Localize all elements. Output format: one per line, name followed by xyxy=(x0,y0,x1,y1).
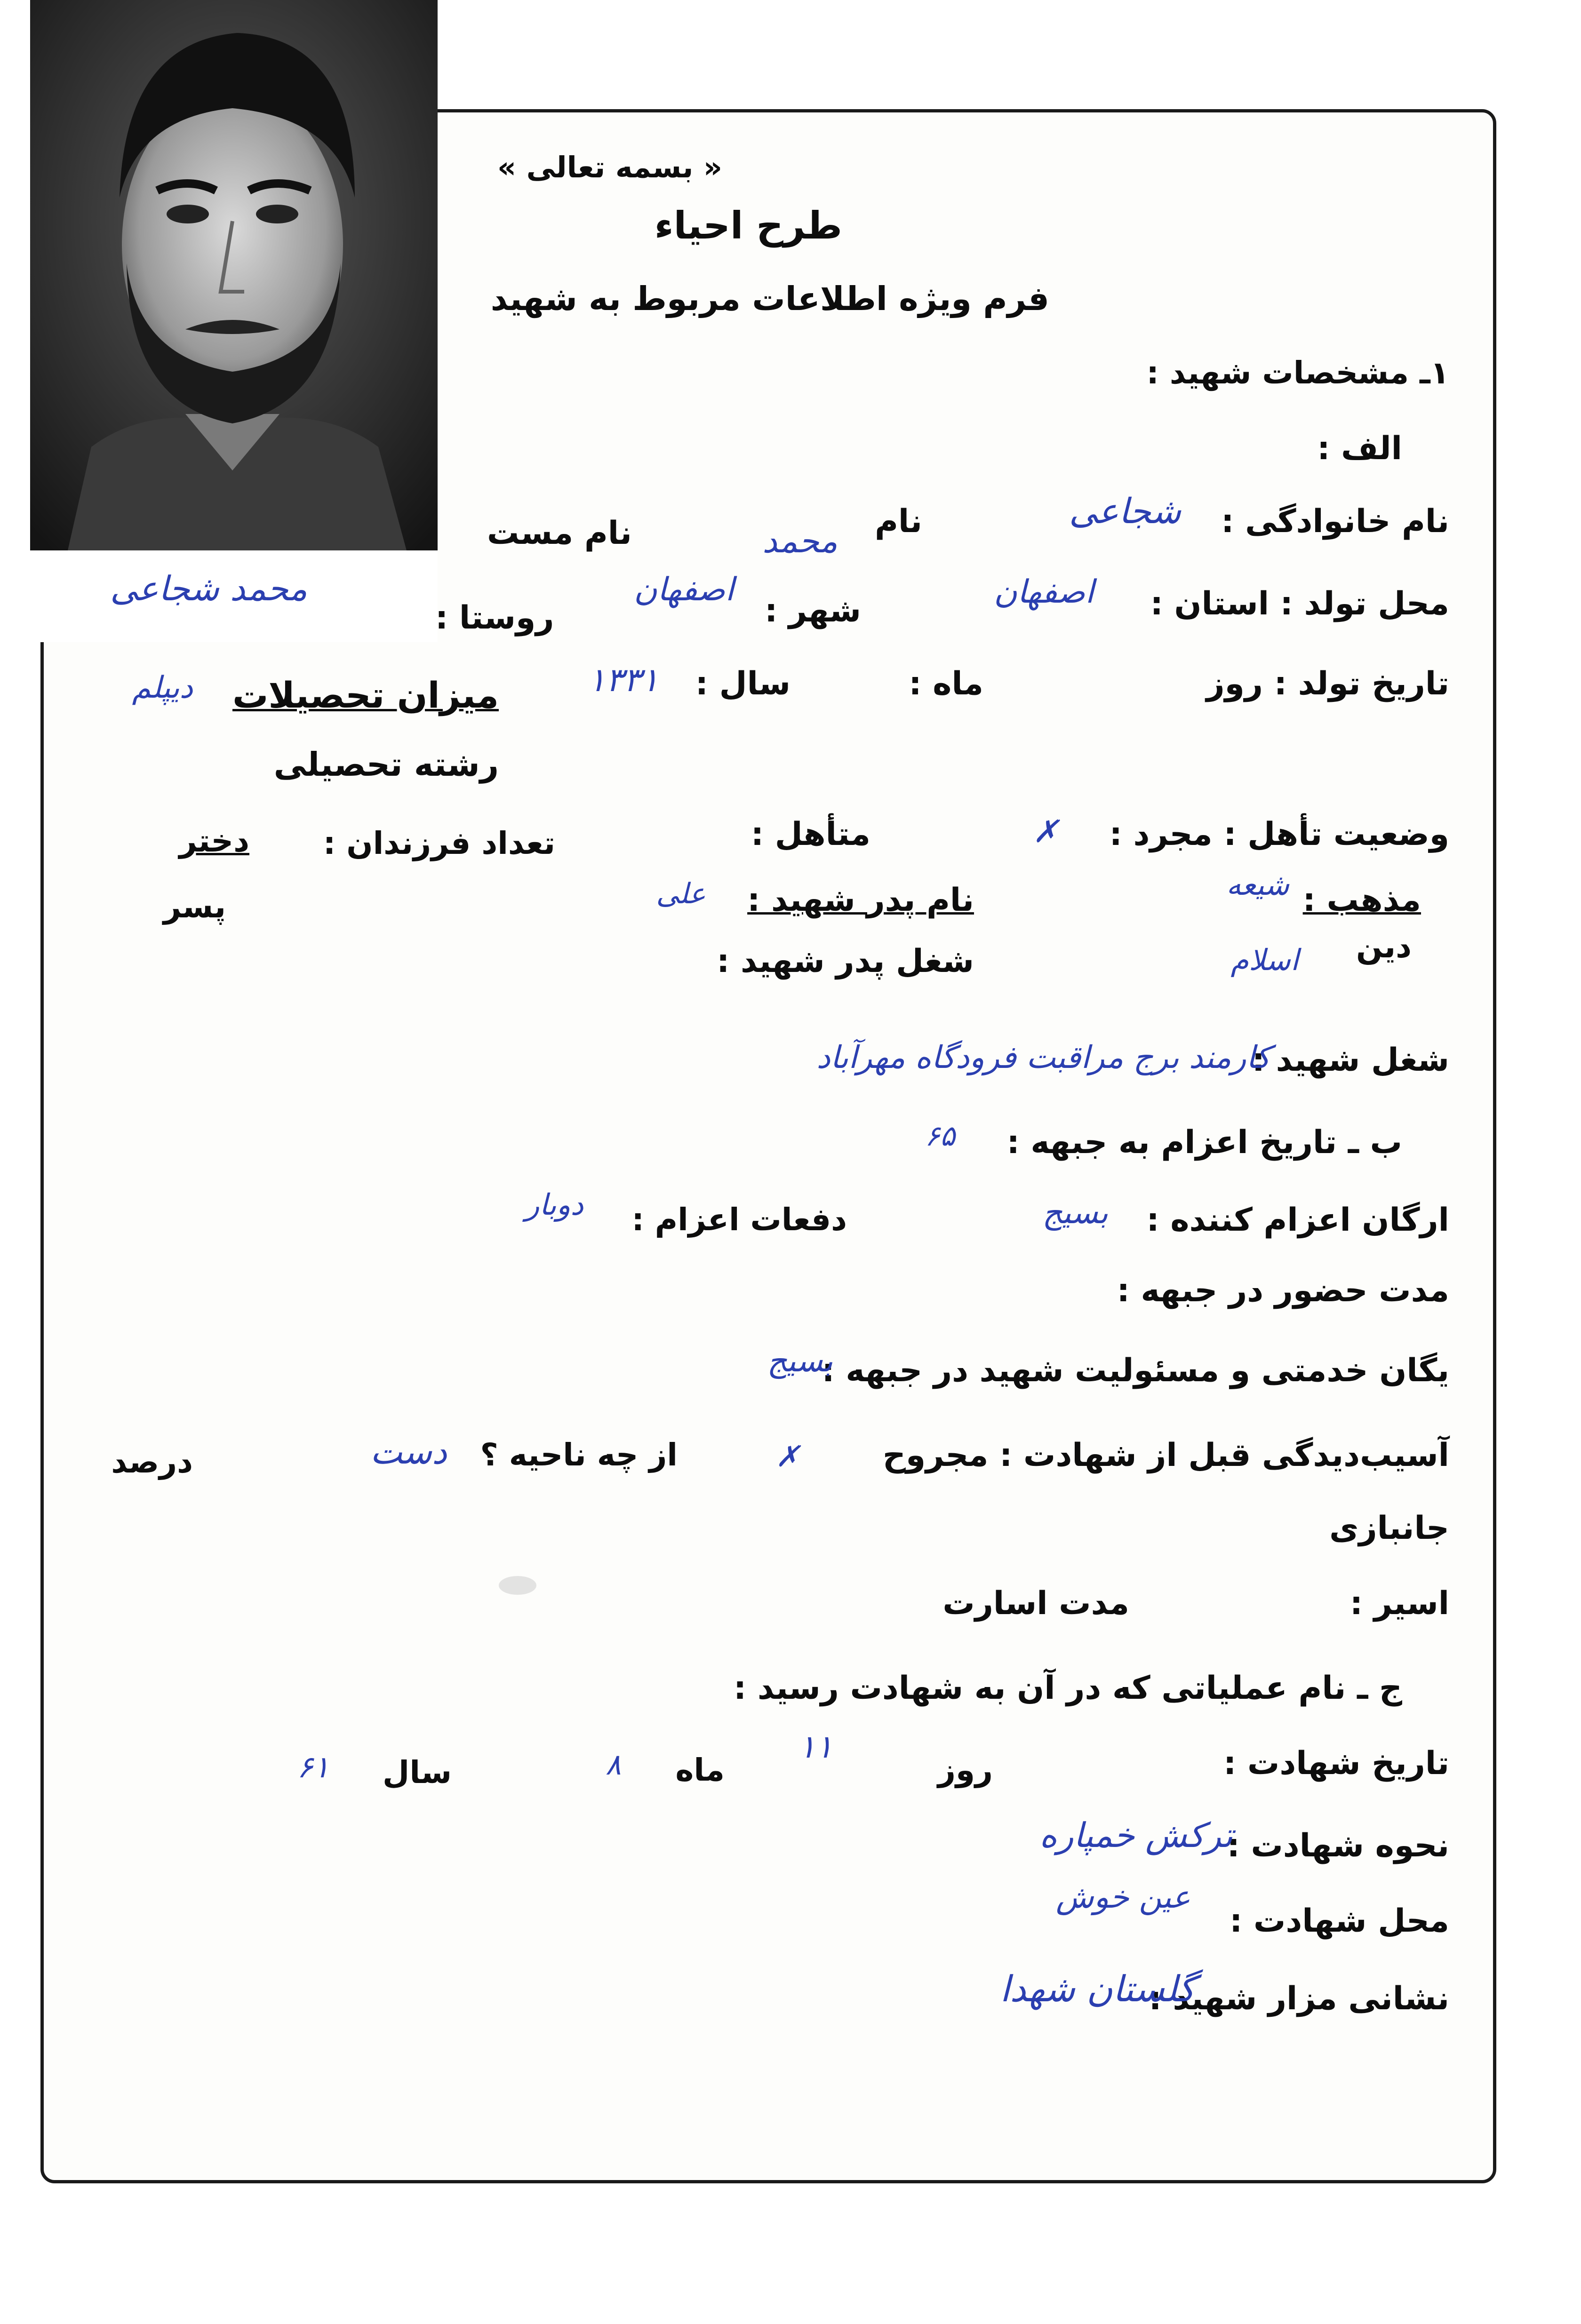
martyrdom-date-label: تاریخ شهادت : xyxy=(1223,1745,1449,1782)
percent-label: درصد xyxy=(111,1444,193,1480)
part-c-label: ج ـ نام عملیاتی که در آن به شهادت رسید : xyxy=(733,1670,1402,1707)
year-value: ۶۱ xyxy=(297,1750,329,1785)
unit-responsibility-label: یگان خدمتی و مسئولیت شهید در جبهه : xyxy=(822,1352,1449,1389)
marital-status-label: وضعیت تأهل : مجرد : xyxy=(1109,816,1449,853)
day-value: ۱۱ xyxy=(798,1728,833,1766)
part-a-label: الف : xyxy=(1317,430,1402,467)
family-name-label: نام خانوادگی : xyxy=(1221,503,1449,540)
field-of-study-label: رشته تحصیلی xyxy=(273,745,499,784)
city-value: اصفهان xyxy=(633,571,734,608)
first-name-label: نام xyxy=(875,503,922,540)
city-label: شهر : xyxy=(765,592,861,629)
martyr-job-label: شغل شهید : xyxy=(1252,1042,1449,1079)
education-label: میزان تحصیلات xyxy=(232,674,499,716)
single-checkmark: ✗ xyxy=(1032,813,1059,850)
family-name-value: شجاعی xyxy=(1069,491,1181,532)
day-label: روز xyxy=(937,1752,993,1788)
month-value: ۸ xyxy=(605,1747,621,1782)
injured-checkmark: ✗ xyxy=(775,1439,800,1473)
captivity-duration-label: مدت اسارت xyxy=(942,1585,1129,1622)
sect-value: شیعه xyxy=(1226,868,1289,902)
alias-label: نام مست xyxy=(487,515,632,552)
father-name-label: نام پدر شهید : xyxy=(747,882,974,919)
portrait-icon xyxy=(30,0,438,550)
year-label-2: سال xyxy=(383,1754,452,1791)
birth-year-value: ۱۳۳۱ xyxy=(588,661,659,699)
education-value: دیپلم xyxy=(132,670,193,705)
form-title: فرم ویژه اطلاعات مربوط به شهید xyxy=(490,279,1049,318)
children-count-label: تعداد فرزندان : xyxy=(323,825,555,861)
front-presence-label: مدت حضور در جبهه : xyxy=(1117,1272,1449,1309)
dispatch-times-value: دوبار xyxy=(525,1187,583,1222)
first-name-value: محمد xyxy=(762,522,838,560)
martyrdom-manner-label: نحوه شهادت : xyxy=(1227,1827,1449,1864)
invocation-heading: « بسمه تعالی » xyxy=(497,150,722,184)
daughter-label: دختر xyxy=(179,823,249,859)
religion-label: دین xyxy=(1356,929,1412,965)
project-title: طرح احیاء xyxy=(654,204,842,247)
birthplace-province: اصفهان xyxy=(993,573,1094,611)
village-label: روستا : xyxy=(435,599,554,637)
dispatch-org-label: ارگان اعزام کننده : xyxy=(1146,1202,1449,1239)
year-label: سال : xyxy=(695,665,790,702)
martyr-photo-card xyxy=(30,0,438,642)
dispatch-org-value: بسیج xyxy=(1042,1194,1108,1231)
martyrdom-place-value: عین خوش xyxy=(1056,1879,1190,1915)
birthplace-label: محل تولد : استان : xyxy=(1150,585,1449,622)
paper-stain xyxy=(499,1576,536,1595)
martyrdom-place-label: محل شهادت : xyxy=(1230,1902,1449,1940)
grave-address-value: گلستان شهدا xyxy=(1000,1968,1195,2010)
father-name-value: علی xyxy=(656,877,706,910)
section-heading: ۱ـ مشخصات شهید : xyxy=(1146,355,1449,391)
son-label: پسر xyxy=(163,889,226,925)
injury-area-value: دست xyxy=(370,1432,447,1472)
dispatch-times-label: دفعات اعزام : xyxy=(631,1202,847,1238)
religion-value: اسلام xyxy=(1230,943,1299,977)
married-label: متأهل : xyxy=(751,816,870,853)
photo-caption: محمد شجاعی xyxy=(110,569,308,608)
sect-label: مذهب : xyxy=(1302,882,1421,919)
captive-label: اسیر : xyxy=(1349,1585,1449,1622)
injury-label: آسیب‌دیدگی قبل از شهادت : مجروح xyxy=(882,1437,1449,1474)
birthdate-label: تاریخ تولد : روز xyxy=(1206,665,1449,702)
injury-area-label: از چه ناحیه ؟ xyxy=(480,1437,678,1473)
unit-responsibility-value: بسیج xyxy=(767,1343,833,1379)
part-b-label: ب ـ تاریخ اعزام به جبهه : xyxy=(1006,1124,1402,1161)
martyr-portrait-image xyxy=(30,0,438,550)
martyrdom-manner-value: ترکش خمپاره xyxy=(1039,1815,1233,1855)
month-label: ماه : xyxy=(909,665,983,702)
month-label-2: ماه xyxy=(675,1752,725,1788)
grave-address-label: نشانی مزار شهید : xyxy=(1149,1980,1449,2017)
dispatch-year-value: ۶۵ xyxy=(925,1120,955,1153)
father-job-label: شغل پدر شهید : xyxy=(717,943,974,980)
martyr-job-value: کارمند برج مراقبت فرودگاه مهرآباد xyxy=(816,1039,1270,1075)
veteran-label: جانبازی xyxy=(1329,1510,1449,1547)
